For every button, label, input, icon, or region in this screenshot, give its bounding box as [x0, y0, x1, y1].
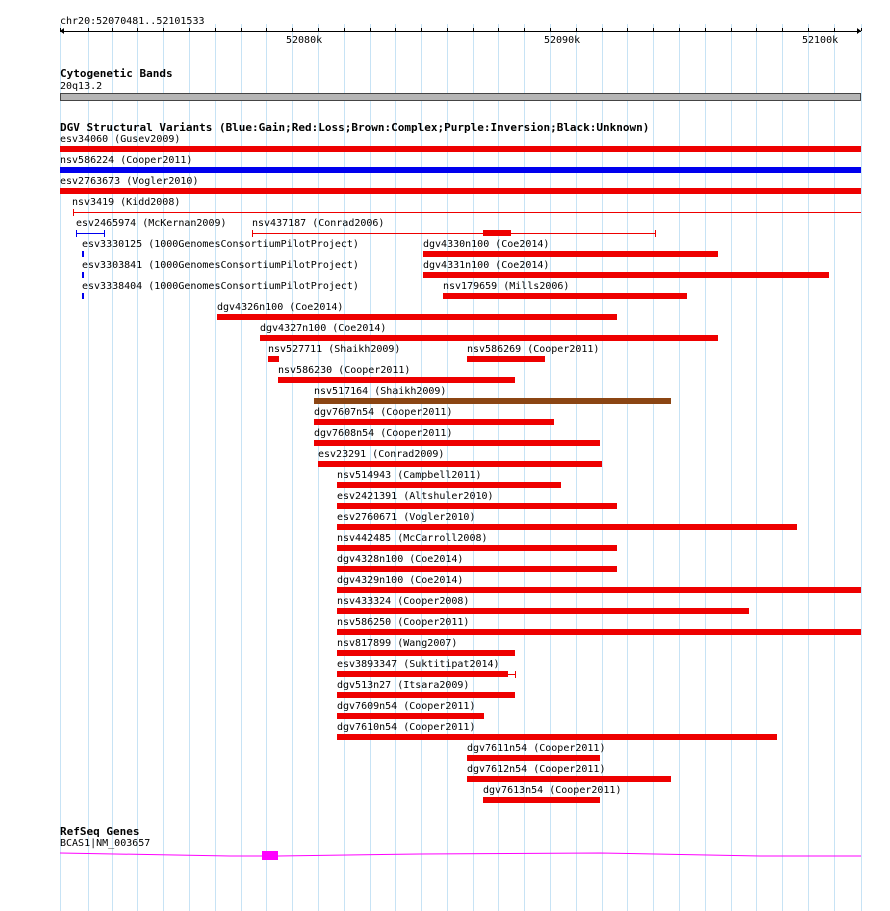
ruler-tick: [292, 28, 293, 31]
sv-feature-bar[interactable]: [423, 251, 718, 257]
sv-feature-label: dgv7611n54 (Cooper2011): [467, 743, 606, 754]
ruler-tick: [241, 28, 242, 31]
sv-feature-bar[interactable]: [337, 608, 749, 614]
ruler-tick-label: 52080k: [286, 35, 323, 46]
ruler-tick: [318, 28, 319, 31]
sv-feature-label: nsv514943 (Campbell2011): [337, 470, 482, 481]
ruler-tick: [808, 28, 809, 31]
sv-feature-label: esv3893347 (Suktitipat2014): [337, 659, 500, 670]
ruler-tick: [112, 28, 113, 31]
sv-feature-line[interactable]: [76, 233, 104, 234]
ruler-tick: [653, 28, 654, 31]
sv-feature-label: nsv527711 (Shaikh2009): [268, 344, 401, 355]
sv-feature-bar[interactable]: [268, 356, 279, 362]
sv-feature-line[interactable]: [73, 212, 861, 213]
sv-feature-bar[interactable]: [314, 440, 600, 446]
sv-feature-bar[interactable]: [483, 230, 511, 236]
sv-feature-label: nsv586269 (Cooper2011): [467, 344, 600, 355]
sv-feature-bar[interactable]: [337, 545, 617, 551]
sv-feature-label: esv2760671 (Vogler2010): [337, 512, 476, 523]
sv-feature-label: nsv3419 (Kidd2008): [72, 197, 181, 208]
sv-feature-label: esv2465974 (McKernan2009): [76, 218, 227, 229]
sv-feature-label: dgv7610n54 (Cooper2011): [337, 722, 476, 733]
sv-feature-label: dgv4328n100 (Coe2014): [337, 554, 464, 565]
sv-feature-bar[interactable]: [337, 503, 617, 509]
sv-feature-bar[interactable]: [82, 293, 84, 299]
ruler-tick: [447, 28, 448, 31]
sv-feature-bar[interactable]: [60, 146, 861, 152]
sv-feature-bar[interactable]: [443, 293, 687, 299]
ruler-tick: [163, 28, 164, 31]
sv-feature-endcap: [76, 230, 77, 237]
sv-feature-label: dgv4329n100 (Coe2014): [337, 575, 464, 586]
sv-feature-bar[interactable]: [318, 461, 602, 467]
sv-feature-bar[interactable]: [337, 671, 508, 677]
sv-feature-label: dgv7609n54 (Cooper2011): [337, 701, 476, 712]
sv-feature-endcap: [655, 230, 656, 237]
ruler-tick: [266, 28, 267, 31]
sv-feature-bar[interactable]: [337, 524, 797, 530]
sv-feature-label: dgv4330n100 (Coe2014): [423, 239, 550, 250]
ruler-tick: [421, 28, 422, 31]
sv-feature-label: nsv586224 (Cooper2011): [60, 155, 193, 166]
sv-feature-label: esv3338404 (1000GenomesConsortiumPilotProject): [82, 281, 359, 292]
refseq-gene-label: BCAS1|NM_003657: [60, 838, 151, 849]
ruler-tick: [705, 28, 706, 31]
ruler-arrow: [60, 28, 64, 34]
ruler-tick: [861, 28, 862, 31]
sv-feature-bar[interactable]: [337, 482, 561, 488]
ruler-tick: [524, 28, 525, 31]
sv-feature-bar[interactable]: [483, 797, 600, 803]
sv-feature-bar[interactable]: [467, 755, 600, 761]
sv-feature-label: esv3330125 (1000GenomesConsortiumPilotProject): [82, 239, 359, 250]
ruler-tick: [88, 28, 89, 31]
sv-feature-label: nsv442485 (McCarroll2008): [337, 533, 488, 544]
sv-feature-label: nsv517164 (Shaikh2009): [314, 386, 447, 397]
sv-feature-bar[interactable]: [337, 692, 515, 698]
sv-feature-label: esv2763673 (Vogler2010): [60, 176, 199, 187]
sv-feature-bar[interactable]: [337, 713, 484, 719]
sv-feature-label: esv3303841 (1000GenomesConsortiumPilotProject): [82, 260, 359, 271]
ruler-tick: [137, 28, 138, 31]
dgv-track-title[interactable]: DGV Structural Variants (Blue:Gain;Red:Loss;Brown:Complex;Purple:Inversion;Black:Unknown): [60, 121, 650, 134]
sv-feature-bar[interactable]: [337, 587, 861, 593]
sv-feature-line[interactable]: [252, 233, 655, 234]
ruler-tick: [344, 28, 345, 31]
ruler-tick-label: 52090k: [544, 35, 581, 46]
sv-feature-endcap: [104, 230, 105, 237]
sv-feature-bar[interactable]: [60, 188, 861, 194]
sv-feature-label: dgv4331n100 (Coe2014): [423, 260, 550, 271]
sv-feature-label: dgv7608n54 (Cooper2011): [314, 428, 453, 439]
ruler-tick: [627, 28, 628, 31]
refseq-track-title[interactable]: RefSeq Genes: [60, 825, 140, 838]
ruler-tick: [834, 28, 835, 31]
sv-feature-label: dgv513n27 (Itsara2009): [337, 680, 470, 691]
ruler-tick-label: 52100k: [802, 35, 839, 46]
sv-feature-bar[interactable]: [260, 335, 718, 341]
sv-feature-label: esv34060 (Gusev2009): [60, 134, 181, 145]
cytoband-track-title[interactable]: Cytogenetic Bands: [60, 67, 173, 80]
sv-feature-label: nsv433324 (Cooper2008): [337, 596, 470, 607]
sv-feature-bar[interactable]: [423, 272, 829, 278]
sv-feature-line[interactable]: [508, 674, 515, 675]
ruler-tick: [215, 28, 216, 31]
ruler-tick: [756, 28, 757, 31]
refseq-gene-model[interactable]: [0, 845, 890, 865]
ruler-location: chr20:52070481..52101533: [60, 16, 205, 27]
sv-feature-label: esv23291 (Conrad2009): [318, 449, 445, 460]
sv-feature-label: dgv4327n100 (Coe2014): [260, 323, 387, 334]
sv-feature-endcap: [252, 230, 253, 237]
sv-feature-bar[interactable]: [314, 398, 671, 404]
sv-feature-label: nsv817899 (Wang2007): [337, 638, 458, 649]
sv-feature-label: nsv437187 (Conrad2006): [252, 218, 385, 229]
sv-feature-bar[interactable]: [82, 272, 84, 278]
ruler-tick: [473, 28, 474, 31]
cytoband-bar[interactable]: [60, 93, 861, 101]
sv-feature-bar[interactable]: [337, 734, 777, 740]
ruler-tick: [679, 28, 680, 31]
ruler-tick: [395, 28, 396, 31]
sv-feature-bar[interactable]: [467, 356, 545, 362]
ruler-tick: [576, 28, 577, 31]
sv-feature-bar[interactable]: [467, 776, 671, 782]
sv-feature-label: dgv7613n54 (Cooper2011): [483, 785, 622, 796]
ruler-tick: [602, 28, 603, 31]
sv-feature-bar[interactable]: [337, 629, 861, 635]
sv-feature-label: dgv7607n54 (Cooper2011): [314, 407, 453, 418]
sv-feature-bar[interactable]: [314, 419, 554, 425]
ruler-line: [60, 31, 861, 32]
ruler-tick: [731, 28, 732, 31]
sv-feature-label: dgv7612n54 (Cooper2011): [467, 764, 606, 775]
sv-feature-label: nsv179659 (Mills2006): [443, 281, 570, 292]
sv-feature-label: dgv4326n100 (Coe2014): [217, 302, 344, 313]
gene-intron-line: [60, 853, 861, 856]
gene-exon: [262, 851, 278, 860]
ruler-tick: [782, 28, 783, 31]
sv-feature-bar[interactable]: [217, 314, 617, 320]
ruler-tick: [550, 28, 551, 31]
sv-feature-endcap: [515, 671, 516, 678]
ruler-tick: [189, 28, 190, 31]
sv-feature-bar[interactable]: [278, 377, 515, 383]
sv-feature-bar[interactable]: [337, 566, 617, 572]
sv-feature-bar[interactable]: [337, 650, 515, 656]
sv-feature-label: esv2421391 (Altshuler2010): [337, 491, 494, 502]
ruler-tick: [498, 28, 499, 31]
sv-feature-bar[interactable]: [60, 167, 861, 173]
sv-feature-label: nsv586250 (Cooper2011): [337, 617, 470, 628]
sv-feature-endcap: [73, 209, 74, 216]
cytoband-label: 20q13.2: [60, 81, 103, 92]
ruler-tick: [370, 28, 371, 31]
sv-feature-label: nsv586230 (Cooper2011): [278, 365, 411, 376]
ruler-arrow: [857, 28, 861, 34]
sv-feature-bar[interactable]: [82, 251, 84, 257]
